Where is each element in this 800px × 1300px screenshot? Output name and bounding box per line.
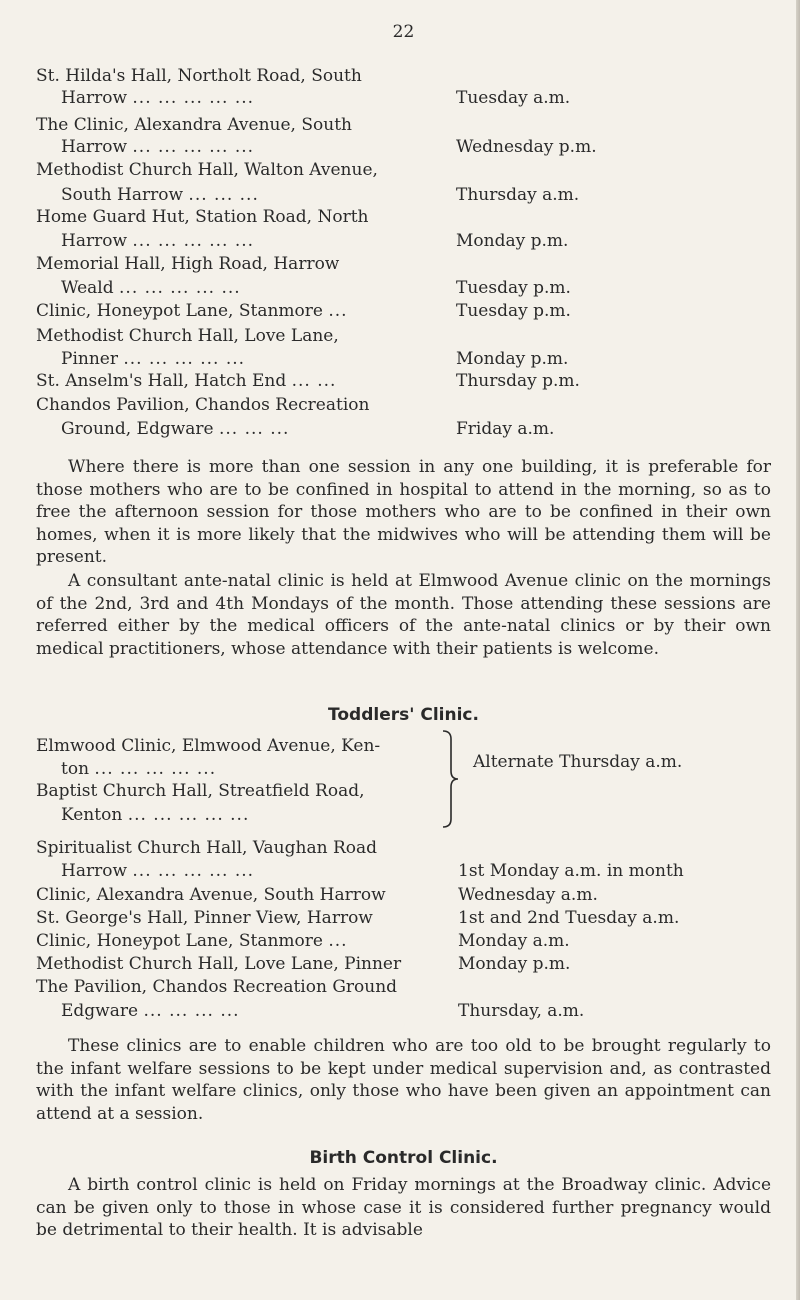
toddlers-5-time: Monday p.m.	[458, 954, 571, 974]
paragraph-sessions-preference: Where there is more than one session in any one building, it is preferable for those mothers who are to be confined in hospital to attend in the morning, so as to free the afternoon session for those mothers who are to be confined in their own homes, when it is more likely that the midwives who will be attending them will be present.	[36, 457, 771, 568]
paragraph-toddlers-purpose: These clinics are to enable children who are too old to be brought regularly to the infant welfare sessions to be kept under medical supervision and, as contrasted with the infant welfare clinics, only those who have been given an appointment can attend at a session.	[36, 1036, 771, 1124]
session-4-name-cont: Harrow ... ... ... ... ...	[61, 231, 255, 251]
toddlers-grouped-1-name-cont: ton ... ... ... ... ...	[61, 759, 217, 779]
toddlers-1-name: Spiritualist Church Hall, Vaughan Road	[36, 838, 377, 858]
session-3-name: Methodist Church Hall, Walton Avenue,	[36, 160, 378, 180]
session-9-time: Friday a.m.	[456, 419, 555, 439]
toddlers-1-name-cont: Harrow ... ... ... ... ...	[61, 861, 255, 881]
session-1-name-cont: Harrow ... ... ... ... ...	[61, 88, 255, 108]
session-8-name: St. Anselm's Hall, Hatch End ... ...	[36, 371, 337, 391]
session-2-time: Wednesday p.m.	[456, 137, 597, 157]
paragraph-birth-control: A birth control clinic is held on Friday mornings at the Broadway clinic. Advice can be given only to those in whose case it is considered further pregnancy would be detrimental to their health. It is advisable	[36, 1175, 771, 1241]
toddlers-3-name: St. George's Hall, Pinner View, Harrow	[36, 908, 373, 928]
page-edge-shadow	[796, 0, 800, 1300]
toddlers-4-name: Clinic, Honeypot Lane, Stanmore ...	[36, 931, 348, 951]
session-6-name: Clinic, Honeypot Lane, Stanmore ...	[36, 301, 348, 321]
toddlers-2-name: Clinic, Alexandra Avenue, South Harrow	[36, 885, 386, 905]
toddlers-grouped-1-name: Elmwood Clinic, Elmwood Avenue, Ken-	[36, 736, 381, 756]
document-page	[36, 0, 771, 1300]
session-7-name: Methodist Church Hall, Love Lane,	[36, 326, 339, 346]
paragraph-consultant-clinic: A consultant ante-natal clinic is held at Elmwood Avenue clinic on the mornings of the 2nd, 3rd and 4th Mondays of the month. Those attending these sessions are referred either by the medical officers of the ante-natal clinics or by their own medical practitioners, whose attendance with their patients is welcome.	[36, 571, 771, 659]
toddlers-6-name: The Pavilion, Chandos Recreation Ground	[36, 977, 398, 997]
session-1-time: Tuesday a.m.	[456, 88, 571, 108]
session-3-name-cont: South Harrow ... ... ...	[61, 185, 259, 205]
toddlers-grouped-2-name: Baptist Church Hall, Streatfield Road,	[36, 781, 365, 801]
toddlers-4-time: Monday a.m.	[458, 931, 570, 951]
page-number: 22	[392, 22, 415, 42]
toddlers-3-time: 1st and 2nd Tuesday a.m.	[458, 908, 680, 928]
session-4-time: Monday p.m.	[456, 231, 569, 251]
toddlers-clinic-heading: Toddlers' Clinic.	[328, 705, 479, 725]
session-5-name: Memorial Hall, High Road, Harrow	[36, 254, 340, 274]
session-5-time: Tuesday p.m.	[456, 278, 571, 298]
session-2-name-cont: Harrow ... ... ... ... ...	[61, 137, 255, 157]
session-8-time: Thursday p.m.	[456, 371, 580, 391]
toddlers-grouped-2-name-cont: Kenton ... ... ... ... ...	[61, 805, 250, 825]
session-5-name-cont: Weald ... ... ... ... ...	[61, 278, 241, 298]
session-3-time: Thursday a.m.	[456, 185, 580, 205]
toddlers-1-time: 1st Monday a.m. in month	[458, 861, 684, 881]
toddlers-2-time: Wednesday a.m.	[458, 885, 598, 905]
session-1-name: St. Hilda's Hall, Northolt Road, South	[36, 66, 362, 86]
session-6-time: Tuesday p.m.	[456, 301, 571, 321]
session-9-name: Chandos Pavilion, Chandos Recreation	[36, 395, 370, 415]
session-9-name-cont: Ground, Edgware ... ... ...	[61, 419, 290, 439]
toddlers-grouped-time: Alternate Thursday a.m.	[473, 752, 683, 772]
birth-control-heading: Birth Control Clinic.	[309, 1148, 498, 1168]
toddlers-5-name: Methodist Church Hall, Love Lane, Pinner	[36, 954, 402, 974]
session-7-time: Monday p.m.	[456, 349, 569, 369]
session-7-name-cont: Pinner ... ... ... ... ...	[61, 349, 246, 369]
session-2-name: The Clinic, Alexandra Avenue, South	[36, 115, 352, 135]
right-brace-icon	[441, 729, 465, 829]
toddlers-6-name-cont: Edgware ... ... ... ...	[61, 1001, 240, 1021]
toddlers-6-time: Thursday, a.m.	[458, 1001, 585, 1021]
session-4-name: Home Guard Hut, Station Road, North	[36, 207, 369, 227]
